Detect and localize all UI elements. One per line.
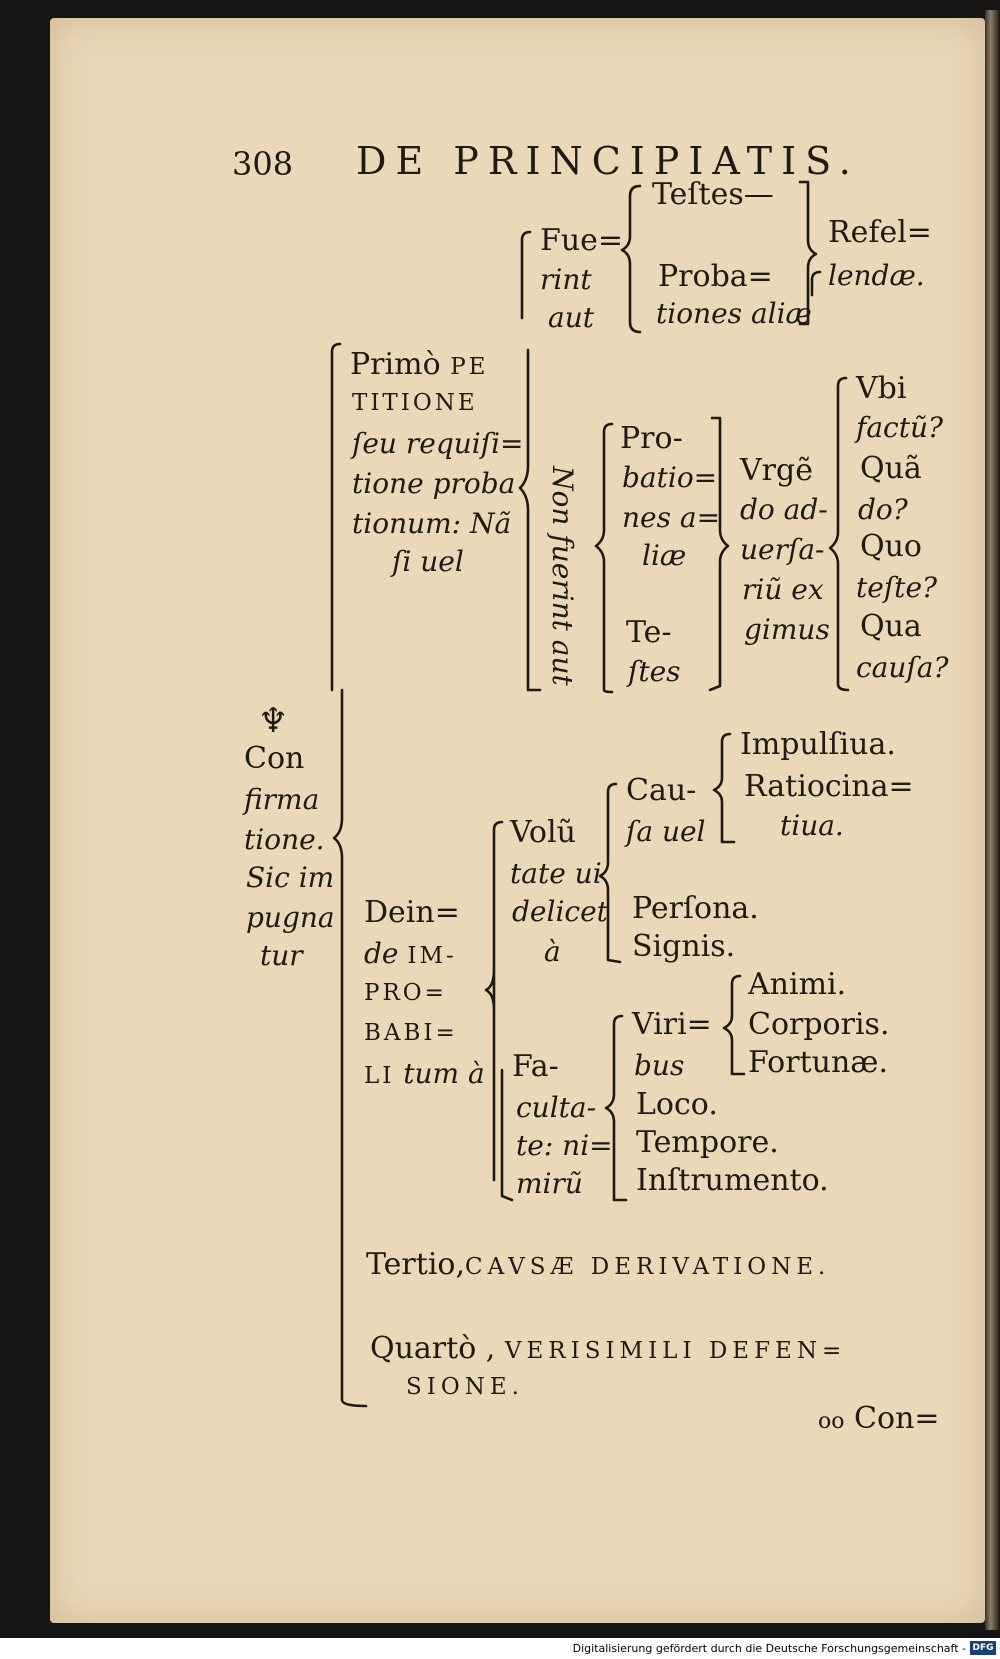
persona: Perſona.: [632, 891, 759, 926]
testes-label: Teſtes—: [652, 177, 774, 212]
urgemus-5: gimus: [744, 613, 830, 646]
confirmatione-6: tur: [260, 939, 303, 972]
quarto-line: Quartò , VERISIMILI DEFEN=: [370, 1331, 847, 1366]
question-4: do?: [858, 493, 908, 526]
primo-label-4: tione proba: [352, 467, 516, 500]
pro-label-4: liæ: [642, 539, 687, 572]
confirmatione-2: firma: [244, 783, 320, 816]
urgemus-4: riũ ex: [742, 573, 824, 606]
deinde-5: LI tum à: [364, 1057, 485, 1090]
bracket-causa: [600, 784, 620, 962]
facultate-1: Fa-: [512, 1049, 559, 1084]
bracket-primo: [332, 344, 340, 690]
signis: Signis.: [632, 929, 736, 964]
question-6: teſte?: [856, 571, 938, 604]
confirmatione-5: pugna: [246, 901, 335, 934]
pro-label-1: Pro-: [620, 421, 683, 456]
urgemus-2: do ad-: [740, 493, 828, 526]
bracket-refel: [812, 272, 820, 295]
bracket-prob-right: [710, 418, 728, 690]
causa-2: ſa uel: [626, 815, 706, 848]
running-title: DE PRINCIPIATIS.: [356, 139, 860, 183]
question-2: factũ?: [856, 411, 944, 444]
bracket-fuerint: [522, 232, 530, 318]
pro-label-3: nes a=: [622, 501, 721, 534]
tempore: Tempore.: [636, 1125, 779, 1160]
causa-1: Cau-: [626, 773, 697, 808]
bracket-facultate: [502, 1070, 512, 1200]
dfg-logo: DFG: [970, 1641, 996, 1655]
question-3: Quã: [860, 451, 922, 486]
page-number: 308: [232, 145, 294, 183]
urgemus-1: Vrgẽ: [740, 453, 813, 488]
deinde-1: Dein=: [364, 895, 460, 930]
bracket-pro: [596, 424, 612, 692]
voluntate-2: tate ui: [510, 857, 602, 890]
fuerint-label-1: Fue=: [540, 223, 624, 258]
causa-type-2: Ratiocina=: [744, 769, 914, 804]
fuerint-label-2: rint: [540, 263, 592, 296]
loco: Loco.: [636, 1087, 718, 1122]
bracket-voluntate: [494, 822, 502, 970]
catchword: oo Con=: [818, 1401, 940, 1436]
refellendae-label-2: lendæ.: [828, 259, 925, 292]
probationes-label-1: Proba=: [658, 259, 773, 294]
deinde-4: BABI=: [364, 1020, 458, 1046]
probationes-label-2: tiones aliæ: [656, 297, 812, 330]
bracket-deinde: [486, 970, 494, 1180]
question-8: cauſa?: [856, 651, 949, 684]
viribus-2: bus: [634, 1049, 685, 1082]
causa-type-3: tiua.: [780, 809, 844, 842]
facultate-2: culta-: [516, 1091, 597, 1124]
urgemus-3: uerſa-: [740, 533, 825, 566]
footer-text: Digitalisierung gefördert durch die Deutsche Forschungsgemeinschaft -: [572, 1642, 966, 1655]
fuerint-label-3: aut: [548, 301, 594, 334]
pro-label-2: batio=: [622, 461, 718, 494]
bracket-confirmatione: [334, 690, 366, 1406]
confirmatione-symbol: ♆: [258, 701, 289, 741]
confirmatione-1: Con: [244, 741, 305, 776]
testes-2-label-1: Te-: [626, 615, 672, 650]
refellendae-label-1: Refel=: [828, 215, 932, 250]
tertio-line: Tertio,CAVSÆ DERIVATIONE.: [366, 1247, 831, 1282]
primo-label-5: tionum: Nã: [352, 507, 512, 540]
facultate-3: te: ni=: [516, 1129, 613, 1162]
primo-label-2: TITIONE: [352, 390, 478, 416]
testes-2-label-2: ſtes: [628, 655, 681, 688]
quarto-line-2: SIONE.: [406, 1374, 524, 1400]
instrumento: Inſtrumento.: [636, 1163, 829, 1198]
facultate-4: mirũ: [516, 1167, 583, 1200]
question-7: Qua: [860, 609, 922, 644]
voluntate-3: delicet: [512, 895, 608, 928]
primo-label-3: ſeu requiſi=: [352, 427, 524, 460]
confirmatione-4: Sic im: [246, 861, 335, 894]
non-fuerint-aut: Non fuerint aut: [546, 466, 579, 686]
bracket-impulsiua: [714, 734, 734, 842]
primo-label-6: ſi uel: [392, 545, 464, 578]
viribus-1: Viri=: [632, 1007, 712, 1042]
primo-label-1: Primò PE: [350, 347, 489, 382]
question-1: Vbi: [856, 371, 907, 406]
bracket-viribus: [606, 1016, 626, 1200]
voluntate-1: Volũ: [510, 815, 576, 850]
line-primo-right: [520, 350, 540, 690]
causa-type-1: Impulſiua.: [740, 727, 896, 762]
brace-testes: [622, 186, 640, 332]
footer-bar: [0, 1638, 1000, 1659]
voluntate-4: à: [544, 935, 561, 968]
viribus-type-3: Fortunæ.: [748, 1045, 889, 1080]
question-5: Quo: [860, 529, 922, 564]
viribus-type-2: Corporis.: [748, 1007, 890, 1042]
bracket-questions: [830, 378, 848, 690]
deinde-3: PRO=: [364, 980, 447, 1006]
confirmatione-3: tione.: [244, 823, 325, 856]
viribus-type-1: Animi.: [748, 967, 847, 1002]
bracket-animi: [724, 976, 744, 1074]
deinde-2: de IM-: [364, 937, 457, 970]
